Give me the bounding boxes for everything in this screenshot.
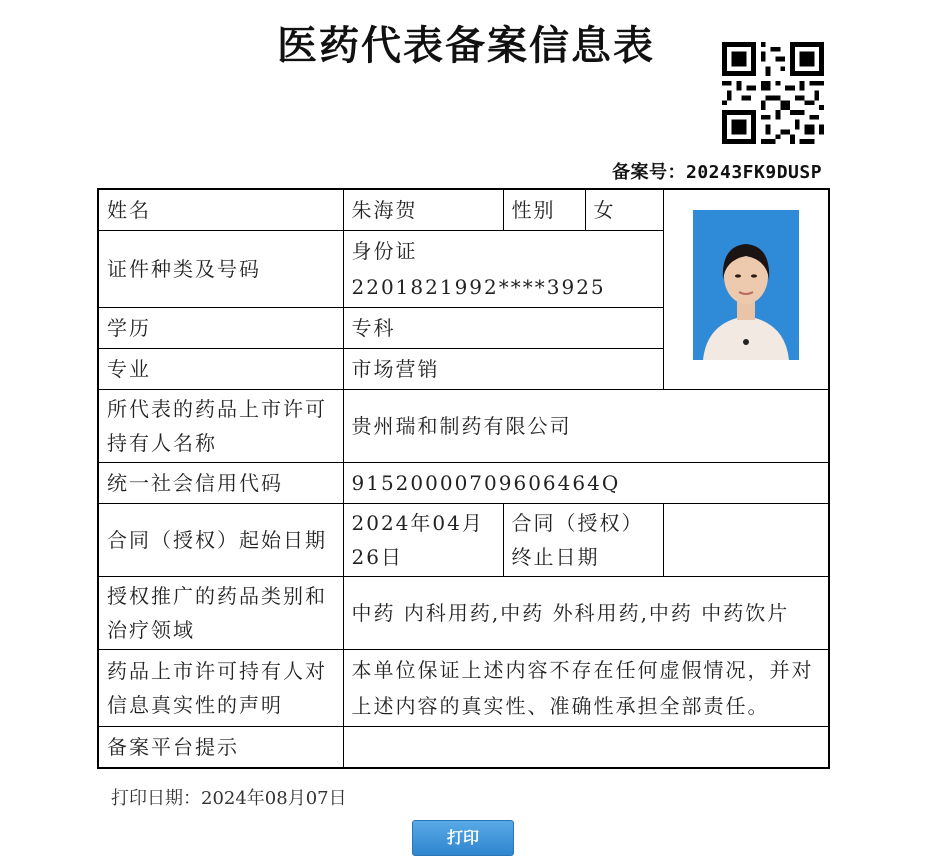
holder-value: 贵州瑞和制药有限公司 bbox=[343, 390, 829, 463]
table-row bbox=[98, 727, 829, 769]
gender-label: 性别 bbox=[503, 189, 585, 231]
qr-code-icon bbox=[722, 42, 824, 144]
table-row bbox=[98, 504, 829, 577]
table-row bbox=[98, 390, 829, 463]
start-date-value: 2024年04月26日 bbox=[343, 504, 503, 577]
scope-value: 中药 内科用药,中药 外科用药,中药 中药饮片 bbox=[343, 577, 829, 650]
statement-value: 本单位保证上述内容不存在任何虚假情况，并对上述内容的真实性、准确性承担全部责任。 bbox=[343, 650, 829, 727]
statement-label: 药品上市许可持有人对信息真实性的声明 bbox=[98, 650, 343, 727]
major-value: 市场营销 bbox=[343, 349, 663, 390]
name-label: 姓名 bbox=[98, 189, 343, 231]
photo-cell bbox=[663, 189, 829, 390]
credit-value: 91520000709606464Q bbox=[343, 463, 829, 504]
education-label: 学历 bbox=[98, 308, 343, 349]
table-row bbox=[98, 189, 829, 231]
table-row bbox=[98, 463, 829, 504]
holder-label: 所代表的药品上市许可持有人名称 bbox=[98, 390, 343, 463]
name-value: 朱海贺 bbox=[343, 189, 503, 231]
scope-label: 授权推广的药品类别和治疗领域 bbox=[98, 577, 343, 650]
gender-value: 女 bbox=[585, 189, 663, 231]
platform-value bbox=[343, 727, 829, 769]
platform-label: 备案平台提示 bbox=[98, 727, 343, 769]
end-date-value bbox=[663, 504, 829, 577]
record-number: 备案号：20243FK9DUSP bbox=[612, 162, 823, 183]
start-date-label: 合同（授权）起始日期 bbox=[98, 504, 343, 577]
print-date: 打印日期：2024年08月07日 bbox=[111, 788, 347, 809]
id-label: 证件种类及号码 bbox=[98, 231, 343, 308]
major-label: 专业 bbox=[98, 349, 343, 390]
education-value: 专科 bbox=[343, 308, 663, 349]
page-title: 医药代表备案信息表 bbox=[277, 22, 655, 69]
person-photo bbox=[693, 210, 799, 360]
id-value: 身份证 2201821992****3925 bbox=[343, 231, 663, 308]
print-button[interactable]: 打印 bbox=[412, 820, 514, 856]
end-date-label: 合同（授权）终止日期 bbox=[503, 504, 663, 577]
table-row bbox=[98, 650, 829, 727]
credit-label: 统一社会信用代码 bbox=[98, 463, 343, 504]
info-table bbox=[97, 188, 830, 769]
table-row bbox=[98, 577, 829, 650]
